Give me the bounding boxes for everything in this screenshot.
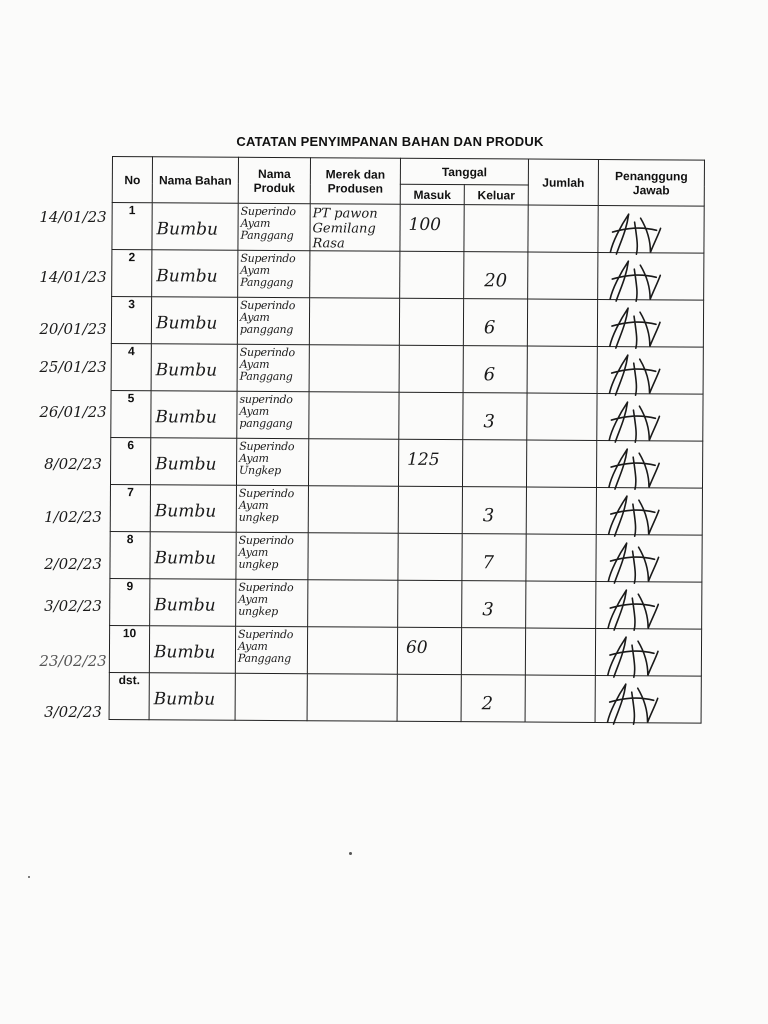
- cell-keluar-text: 3: [482, 599, 494, 621]
- cell-nama-produk-text: Superindo Ayam Panggang: [237, 627, 294, 666]
- header-nama-produk: Nama Produk: [238, 157, 310, 203]
- cell-nama-bahan-text: Bumbu: [155, 407, 217, 428]
- cell-nama-produk: [237, 391, 309, 438]
- signature-icon: [606, 255, 666, 303]
- cell-jumlah: [525, 628, 595, 675]
- cell-jumlah: [527, 393, 597, 440]
- cell-keluar-text: 6: [483, 317, 496, 339]
- page-title: CATATAN PENYIMPANAN BAHAN DAN PRODUK: [236, 134, 544, 149]
- cell-keluar-text: 6: [483, 364, 496, 386]
- cell-nama-bahan-text: Bumbu: [155, 360, 218, 381]
- header-tanggal: Tanggal: [400, 158, 528, 185]
- cell-nama-bahan: [152, 250, 238, 298]
- cell-merek-produsen: [308, 486, 398, 534]
- cell-nama-produk-text: Superindo Ayam panggang: [239, 298, 296, 337]
- row-date: 20/01/23: [39, 320, 107, 338]
- cell-merek-produsen: [310, 204, 400, 252]
- cell-penanggung-jawab: [597, 346, 703, 394]
- cell-nama-bahan: [150, 532, 236, 580]
- cell-merek-produsen: [308, 533, 398, 581]
- cell-masuk: [399, 392, 463, 439]
- cell-keluar: [463, 393, 527, 440]
- cell-jumlah: [526, 581, 596, 628]
- cell-keluar: [463, 346, 527, 393]
- cell-nama-produk: [236, 485, 308, 532]
- cell-jumlah: [528, 205, 598, 252]
- cell-keluar: [462, 440, 526, 487]
- header-nama-bahan: Nama Bahan: [152, 157, 238, 204]
- cell-penanggung-jawab: [596, 440, 702, 488]
- cell-nama-bahan: [149, 673, 235, 721]
- cell-penanggung-jawab: [597, 299, 703, 347]
- cell-nama-produk: [235, 673, 307, 720]
- table-row: [111, 343, 703, 394]
- cell-jumlah: [528, 252, 598, 299]
- cell-merek-produsen: [308, 580, 398, 628]
- cell-keluar-text: 3: [482, 505, 495, 527]
- cell-nama-bahan: [152, 203, 238, 251]
- cell-merek-produsen: [308, 439, 398, 487]
- table-row: [112, 250, 704, 301]
- cell-keluar: [464, 205, 528, 252]
- row-number: 10: [109, 625, 149, 672]
- row-number: 7: [110, 484, 150, 531]
- cell-nama-bahan-text: Bumbu: [156, 219, 219, 240]
- cell-merek-produsen: [307, 627, 397, 675]
- row-number: 8: [110, 531, 150, 578]
- cell-penanggung-jawab: [596, 534, 702, 582]
- table-row: [110, 531, 702, 582]
- cell-nama-bahan: [149, 626, 235, 674]
- cell-masuk: [398, 533, 462, 580]
- cell-nama-bahan-text: Bumbu: [153, 689, 216, 710]
- log-body: [109, 203, 704, 724]
- cell-jumlah: [526, 440, 596, 487]
- cell-nama-produk: [238, 203, 310, 250]
- row-date: 14/01/23: [39, 208, 107, 226]
- signature-icon: [605, 490, 665, 538]
- cell-nama-bahan-text: Bumbu: [155, 454, 217, 475]
- cell-merek-produsen-text: PT pawon Gemilang Rasa: [312, 206, 378, 252]
- cell-nama-produk: [235, 626, 307, 673]
- cell-keluar: [462, 487, 526, 534]
- cell-keluar-text: 3: [483, 411, 495, 433]
- table-row: [112, 203, 704, 254]
- storage-log-table: [109, 156, 705, 724]
- cell-nama-produk: [237, 297, 309, 344]
- ink-speck: [28, 876, 30, 878]
- cell-masuk-text: 60: [405, 637, 428, 658]
- cell-nama-bahan: [151, 344, 237, 392]
- cell-nama-bahan-text: Bumbu: [155, 313, 218, 334]
- cell-penanggung-jawab: [598, 205, 704, 253]
- cell-masuk: [397, 627, 461, 674]
- cell-nama-produk-text: Superindo Ayam Panggang: [240, 251, 296, 290]
- cell-nama-produk-text: superindo Ayam panggang: [239, 392, 293, 431]
- signature-icon: [605, 396, 665, 444]
- cell-masuk-text: 125: [407, 449, 440, 471]
- signature-icon: [606, 302, 666, 350]
- cell-keluar-text: 20: [484, 270, 508, 292]
- cell-merek-produsen: [309, 345, 399, 393]
- cell-masuk: [400, 204, 464, 251]
- cell-nama-produk: [236, 532, 308, 579]
- table-row: [111, 297, 703, 348]
- cell-merek-produsen: [309, 298, 399, 346]
- row-number: 1: [112, 203, 152, 250]
- cell-keluar-text: 2: [481, 693, 494, 715]
- cell-keluar-text: 7: [482, 552, 495, 574]
- signature-icon: [604, 678, 664, 726]
- cell-nama-produk: [236, 438, 308, 485]
- signature-icon: [605, 443, 665, 491]
- cell-nama-produk: [238, 250, 310, 297]
- cell-nama-produk-text: Superindo Ayam ungkep: [238, 533, 294, 572]
- cell-merek-produsen: [310, 251, 400, 299]
- cell-nama-produk-text: Superindo Ayam ungkep: [238, 580, 294, 619]
- cell-nama-produk: [236, 579, 308, 626]
- signature-icon: [604, 631, 664, 679]
- cell-nama-bahan: [150, 485, 236, 533]
- row-number: 5: [111, 390, 151, 437]
- row-date: 25/01/23: [39, 358, 107, 376]
- cell-penanggung-jawab: [595, 628, 701, 676]
- row-date: 26/01/23: [39, 403, 107, 421]
- cell-keluar: [463, 299, 527, 346]
- cell-penanggung-jawab: [596, 487, 702, 535]
- cell-nama-produk: [237, 344, 309, 391]
- cell-nama-bahan: [150, 579, 236, 627]
- cell-nama-produk-text: Superindo Ayam ungkep: [238, 486, 294, 525]
- cell-masuk-text: 100: [408, 214, 442, 236]
- cell-merek-produsen: [309, 392, 399, 440]
- cell-masuk: [399, 345, 463, 392]
- cell-merek-produsen: [307, 674, 397, 722]
- cell-keluar: [461, 675, 525, 722]
- header-merek-produsen: Merek dan Produsen: [310, 158, 400, 205]
- cell-jumlah: [527, 346, 597, 393]
- cell-nama-bahan: [150, 438, 236, 486]
- cell-nama-bahan-text: Bumbu: [154, 595, 216, 616]
- cell-masuk: [398, 486, 462, 533]
- header-jumlah: Jumlah: [528, 159, 598, 205]
- signature-icon: [606, 349, 666, 397]
- header-keluar: Keluar: [464, 185, 528, 205]
- table-row: [111, 390, 703, 441]
- header-masuk: Masuk: [400, 184, 464, 204]
- cell-penanggung-jawab: [595, 675, 701, 723]
- cell-nama-produk-text: Superindo Ayam Panggang: [240, 204, 296, 243]
- cell-keluar: [461, 628, 525, 675]
- cell-nama-produk-text: Superindo Ayam Ungkep: [239, 439, 295, 478]
- row-number: dst.: [109, 672, 149, 719]
- cell-nama-bahan-text: Bumbu: [156, 266, 218, 287]
- ink-speck: [349, 852, 352, 855]
- cell-masuk: [398, 439, 462, 486]
- cell-jumlah: [526, 487, 596, 534]
- cell-jumlah: [527, 299, 597, 346]
- row-number: 3: [111, 297, 151, 344]
- table-row: [109, 625, 701, 676]
- cell-nama-produk-text: Superindo Ayam Panggang: [239, 345, 295, 384]
- row-date: 3/02/23: [44, 703, 102, 721]
- cell-masuk: [399, 298, 463, 345]
- cell-penanggung-jawab: [597, 393, 703, 441]
- cell-penanggung-jawab: [596, 581, 702, 629]
- signature-icon: [604, 537, 664, 585]
- cell-keluar: [462, 534, 526, 581]
- signature-icon: [606, 208, 666, 256]
- cell-nama-bahan-text: Bumbu: [154, 548, 217, 569]
- row-date: 8/02/23: [44, 455, 102, 473]
- row-date: 14/01/23: [39, 268, 107, 286]
- cell-keluar: [464, 252, 528, 299]
- header-penanggung-jawab: Penanggung Jawab: [598, 159, 704, 206]
- header-no: No: [112, 157, 152, 203]
- cell-nama-bahan-text: Bumbu: [154, 501, 217, 522]
- row-number: 6: [110, 437, 150, 484]
- cell-nama-bahan: [151, 297, 237, 345]
- row-number: 9: [110, 578, 150, 625]
- table-row: [110, 437, 702, 488]
- signature-icon: [604, 584, 664, 632]
- row-date: 3/02/23: [44, 597, 102, 615]
- row-date: 2/02/23: [44, 555, 102, 573]
- cell-jumlah: [525, 675, 595, 722]
- cell-masuk: [398, 580, 462, 627]
- row-number: 2: [112, 250, 152, 297]
- cell-masuk: [397, 674, 461, 721]
- table-row: [110, 484, 702, 535]
- row-date: 23/02/23: [39, 652, 107, 670]
- cell-keluar: [462, 581, 526, 628]
- table-row: [109, 672, 701, 723]
- cell-nama-bahan-text: Bumbu: [153, 642, 216, 663]
- cell-penanggung-jawab: [598, 252, 704, 300]
- cell-nama-bahan: [151, 391, 237, 439]
- cell-jumlah: [526, 534, 596, 581]
- row-number: 4: [111, 343, 151, 390]
- table-row: [110, 578, 702, 629]
- cell-masuk: [400, 251, 464, 298]
- row-date: 1/02/23: [44, 508, 102, 526]
